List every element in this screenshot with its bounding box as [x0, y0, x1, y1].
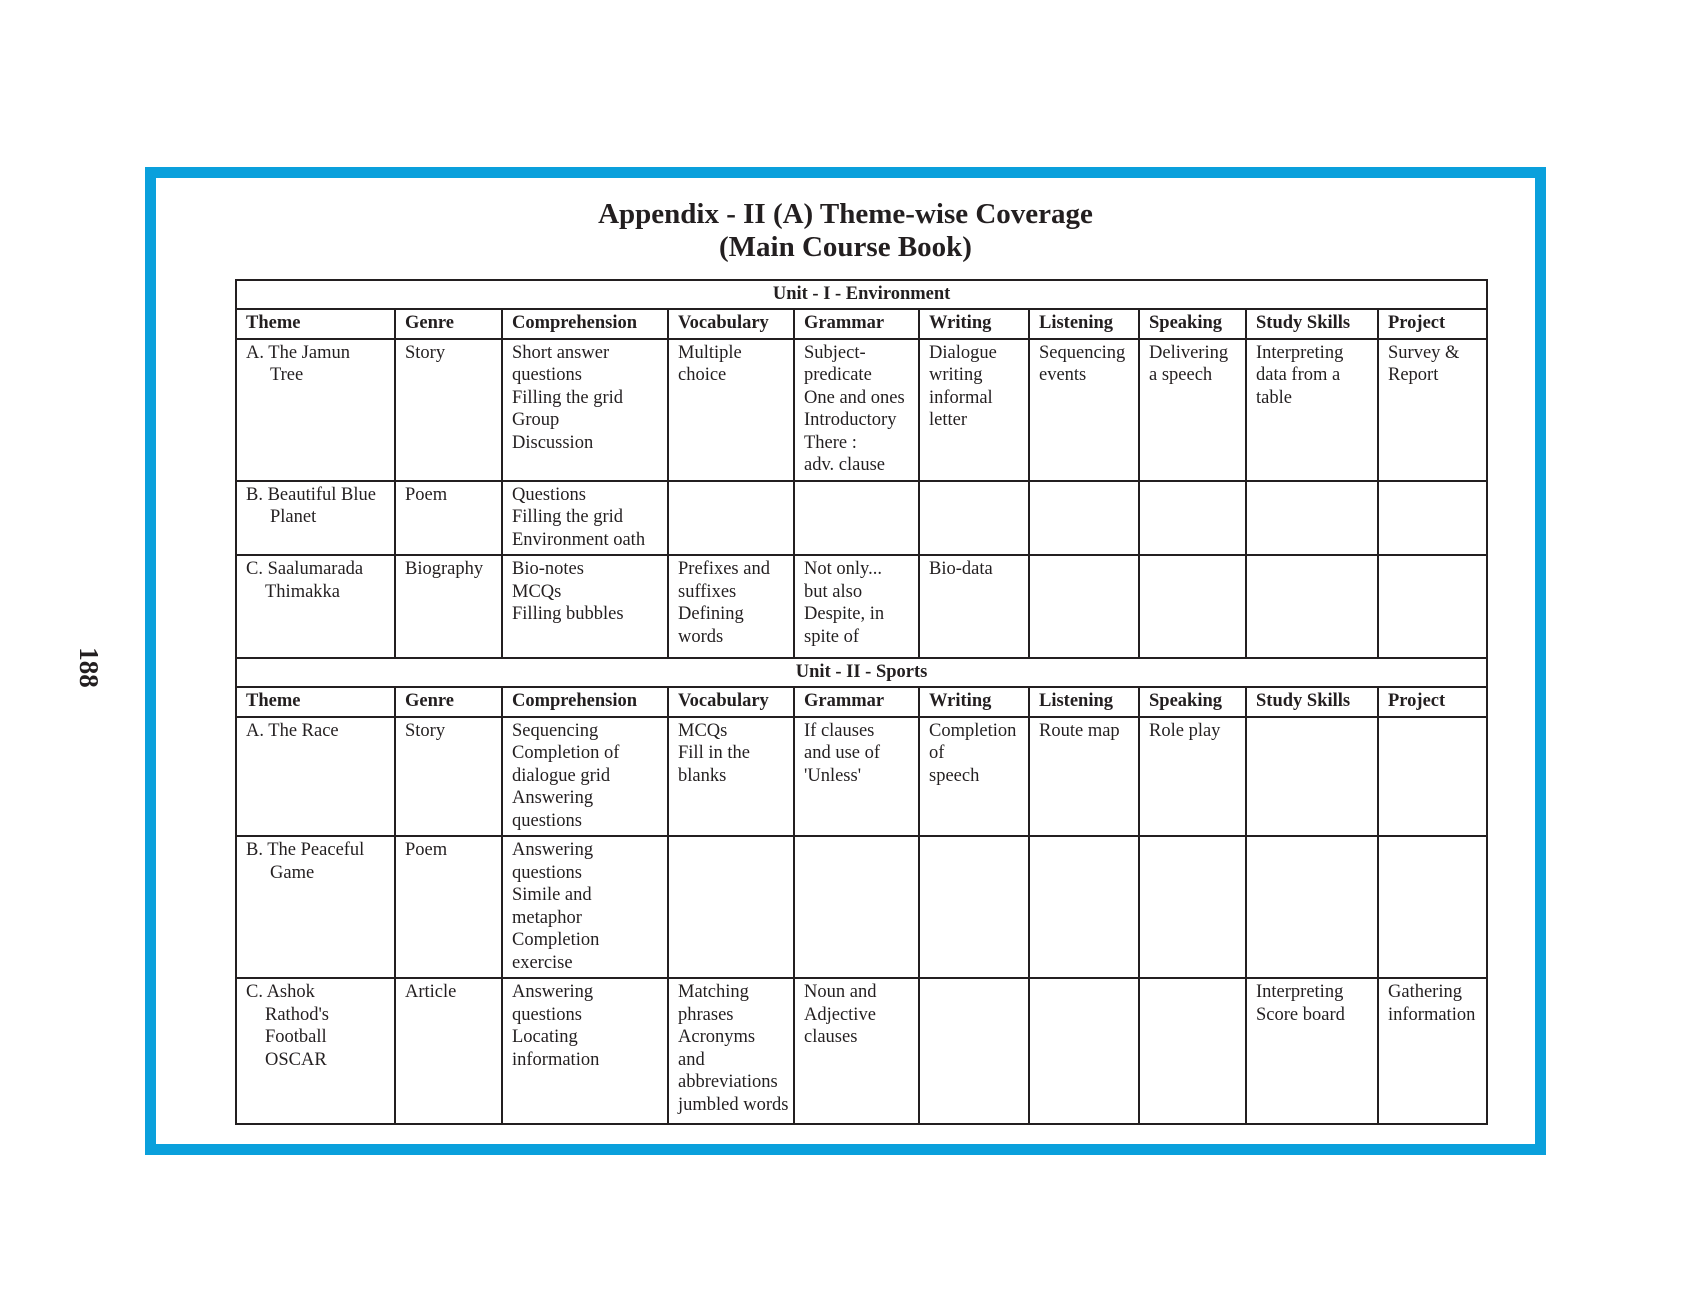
cell-line: Multiple: [678, 342, 742, 363]
cell-line: B. The Peaceful: [246, 840, 365, 860]
cell-writing: [919, 836, 1029, 978]
cell-line: and use of: [804, 743, 881, 763]
cell-line: Game: [270, 862, 315, 883]
cell-line: Football: [265, 1027, 327, 1047]
cell-study-skills: [1246, 555, 1378, 658]
cell-comprehension: [502, 717, 668, 837]
cell-line: Answering: [512, 840, 594, 860]
unit-heading-row: [236, 280, 1487, 309]
cell-line: Delivering: [1149, 342, 1229, 363]
cell-line: clauses: [804, 1027, 858, 1047]
cell-line: Group: [512, 410, 560, 430]
cell-line: Filling the grid: [512, 507, 623, 527]
cell-theme: [236, 836, 395, 978]
table-row: [236, 555, 1487, 658]
table-row: [236, 978, 1487, 1124]
cell-line: Dialogue: [929, 342, 997, 363]
cell-line: Poem: [405, 484, 448, 505]
cell-line: Interpreting: [1256, 982, 1344, 1002]
cell-line: Prefixes and: [678, 559, 770, 579]
column-header: Project: [1378, 309, 1487, 339]
column-header: Comprehension: [502, 309, 668, 339]
cell-theme: [236, 978, 395, 1124]
cell-study-skills: [1246, 339, 1378, 481]
column-header: Vocabulary: [668, 687, 794, 717]
cell-line: Score board: [1256, 1004, 1345, 1025]
cell-writing: [919, 555, 1029, 658]
column-header: Speaking: [1139, 687, 1246, 717]
cell-speaking: [1139, 339, 1246, 481]
cell-study-skills: [1246, 717, 1378, 837]
cell-line: Filling bubbles: [512, 604, 624, 624]
cell-speaking: [1139, 717, 1246, 837]
cell-grammar: [794, 978, 919, 1124]
cell-line: Role play: [1149, 720, 1221, 741]
cell-line: of: [929, 743, 945, 763]
cell-line: questions: [512, 365, 582, 385]
cell-writing: [919, 339, 1029, 481]
cell-line: C. Ashok: [246, 982, 315, 1002]
cell-line: and: [678, 1049, 705, 1070]
cell-line: MCQs: [678, 720, 728, 741]
cell-line: Survey &: [1388, 342, 1460, 363]
cell-line: questions: [512, 1004, 582, 1025]
cell-line: Filling the grid: [512, 387, 623, 408]
cell-line: Article: [405, 982, 457, 1002]
cell-line: letter: [929, 410, 968, 430]
cell-comprehension: [502, 836, 668, 978]
cell-listening: [1029, 481, 1139, 556]
cell-listening: [1029, 339, 1139, 481]
cell-grammar: [794, 717, 919, 837]
cell-vocabulary: [668, 555, 794, 658]
cell-line: Completion: [512, 930, 600, 950]
cell-comprehension: [502, 339, 668, 481]
column-header: Writing: [919, 687, 1029, 717]
column-header: Writing: [919, 309, 1029, 339]
cell-line: Acronyms: [678, 1027, 756, 1047]
cell-line: data from a: [1256, 365, 1341, 385]
cell-line: spite of: [804, 626, 859, 647]
cell-line: A. The Jamun: [246, 342, 350, 363]
column-header-row: [236, 687, 1487, 717]
cell-line: Interpreting: [1256, 342, 1344, 363]
cell-line: Planet: [270, 507, 317, 527]
cell-listening: [1029, 717, 1139, 837]
cell-line: information: [512, 1049, 600, 1070]
cell-line: choice: [678, 365, 727, 385]
cell-genre: [395, 978, 502, 1124]
cell-vocabulary: [668, 978, 794, 1124]
cell-line: informal: [929, 387, 993, 408]
cell-speaking: [1139, 555, 1246, 658]
cell-study-skills: [1246, 481, 1378, 556]
cell-line: questions: [512, 810, 582, 831]
column-header-row: [236, 309, 1487, 339]
cell-line: blanks: [678, 765, 727, 786]
cell-line: Route map: [1039, 720, 1120, 741]
cell-line: 'Unless': [804, 765, 862, 786]
cell-line: Story: [405, 720, 446, 741]
cell-line: Short answer: [512, 342, 610, 363]
cell-listening: [1029, 978, 1139, 1124]
cell-line: Subject-: [804, 342, 866, 363]
cell-line: Bio-data: [929, 559, 993, 579]
page-number: 188: [73, 647, 104, 688]
cell-line: Discussion: [512, 432, 594, 453]
cell-line: speech: [929, 765, 980, 786]
cell-line: Report: [1388, 365, 1439, 385]
cell-grammar: [794, 481, 919, 556]
cell-line: Bio-notes: [512, 559, 584, 579]
cell-line: If clauses: [804, 720, 875, 741]
column-header: Comprehension: [502, 687, 668, 717]
cell-comprehension: [502, 481, 668, 556]
column-header: Project: [1378, 687, 1487, 717]
cell-line: Adjective: [804, 1004, 876, 1025]
cell-line: Biography: [405, 559, 484, 579]
cell-line: Completion of: [512, 743, 620, 763]
cell-line: information: [1388, 1004, 1476, 1025]
cell-line: Sequencing: [512, 720, 599, 741]
cell-line: events: [1039, 365, 1087, 385]
cell-line: There :: [804, 432, 857, 453]
cell-project: [1378, 717, 1487, 837]
column-header: Grammar: [794, 687, 919, 717]
cell-line: phrases: [678, 1004, 734, 1025]
cell-grammar: [794, 836, 919, 978]
cell-line: jumbled words: [678, 1094, 789, 1115]
cell-line: Environment oath: [512, 529, 646, 550]
table-row: [236, 836, 1487, 978]
cell-study-skills: [1246, 836, 1378, 978]
cell-listening: [1029, 555, 1139, 658]
cell-line: Poem: [405, 840, 448, 860]
cell-line: Defining: [678, 604, 744, 624]
title-line-1: Appendix - II (A) Theme-wise Coverage: [598, 198, 1093, 230]
cell-line: Locating: [512, 1027, 578, 1047]
column-header: Theme: [236, 687, 395, 717]
cell-vocabulary: [668, 836, 794, 978]
cell-speaking: [1139, 481, 1246, 556]
cell-study-skills: [1246, 978, 1378, 1124]
cell-line: Completion: [929, 720, 1017, 741]
table-row: [236, 339, 1487, 481]
cell-comprehension: [502, 978, 668, 1124]
cell-writing: [919, 978, 1029, 1124]
cell-line: Matching: [678, 982, 749, 1002]
cell-vocabulary: [668, 339, 794, 481]
cell-line: a speech: [1149, 365, 1213, 385]
cell-line: but also: [804, 581, 863, 602]
cell-line: Gathering: [1388, 982, 1462, 1002]
cell-line: words: [678, 626, 724, 647]
column-header: Grammar: [794, 309, 919, 339]
cell-theme: [236, 481, 395, 556]
cell-line: Noun and: [804, 982, 877, 1002]
cell-line: Tree: [270, 365, 304, 385]
cell-listening: [1029, 836, 1139, 978]
cell-line: A. The Race: [246, 720, 339, 741]
unit-title: Unit - II - Sports: [236, 658, 1487, 687]
column-header: Vocabulary: [668, 309, 794, 339]
page-title: [156, 198, 1535, 264]
cell-comprehension: [502, 555, 668, 658]
cell-line: exercise: [512, 952, 573, 973]
cell-line: predicate: [804, 365, 872, 385]
cell-genre: [395, 717, 502, 837]
cell-project: [1378, 555, 1487, 658]
cell-line: Introductory: [804, 410, 897, 430]
cell-theme: [236, 717, 395, 837]
title-line-2: (Main Course Book): [719, 231, 972, 263]
cell-project: [1378, 836, 1487, 978]
cell-line: Simile and: [512, 885, 592, 905]
cell-genre: [395, 555, 502, 658]
cell-line: adv. clause: [804, 455, 885, 475]
column-header: Study Skills: [1246, 309, 1378, 339]
cell-line: table: [1256, 387, 1292, 408]
cell-line: Answering: [512, 982, 594, 1002]
cell-genre: [395, 339, 502, 481]
cell-line: Thimakka: [265, 581, 341, 602]
appendix-frame: [145, 167, 1546, 1155]
cell-line: OSCAR: [265, 1049, 327, 1070]
cell-grammar: [794, 339, 919, 481]
cell-vocabulary: [668, 481, 794, 556]
column-header: Speaking: [1139, 309, 1246, 339]
unit-heading-row: [236, 658, 1487, 687]
cell-line: Sequencing: [1039, 342, 1126, 363]
column-header: Listening: [1029, 687, 1139, 717]
cell-line: Not only...: [804, 559, 882, 579]
cell-theme: [236, 339, 395, 481]
column-header: Genre: [395, 687, 502, 717]
cell-project: [1378, 339, 1487, 481]
cell-line: B. Beautiful Blue: [246, 484, 376, 505]
cell-line: One and ones: [804, 387, 905, 408]
cell-line: Fill in the: [678, 743, 750, 763]
cell-writing: [919, 481, 1029, 556]
unit-title: Unit - I - Environment: [236, 280, 1487, 309]
cell-line: C. Saalumarada: [246, 559, 364, 579]
cell-line: writing: [929, 365, 983, 385]
column-header: Genre: [395, 309, 502, 339]
cell-project: [1378, 978, 1487, 1124]
cell-line: Questions: [512, 484, 586, 505]
cell-line: MCQs: [512, 581, 562, 602]
cell-writing: [919, 717, 1029, 837]
cell-line: suffixes: [678, 581, 737, 602]
cell-line: abbreviations: [678, 1072, 778, 1092]
cell-speaking: [1139, 836, 1246, 978]
cell-vocabulary: [668, 717, 794, 837]
table-row: [236, 481, 1487, 556]
column-header: Listening: [1029, 309, 1139, 339]
column-header: Study Skills: [1246, 687, 1378, 717]
cell-genre: [395, 836, 502, 978]
cell-line: Answering: [512, 788, 594, 808]
cell-line: Rathod's: [265, 1004, 329, 1025]
cell-theme: [236, 555, 395, 658]
column-header: Theme: [236, 309, 395, 339]
cell-project: [1378, 481, 1487, 556]
coverage-table: [235, 279, 1488, 1125]
cell-grammar: [794, 555, 919, 658]
cell-line: metaphor: [512, 907, 582, 928]
cell-line: dialogue grid: [512, 765, 611, 786]
cell-line: Despite, in: [804, 604, 885, 624]
cell-line: questions: [512, 862, 582, 883]
cell-genre: [395, 481, 502, 556]
cell-speaking: [1139, 978, 1246, 1124]
table-row: [236, 717, 1487, 837]
cell-line: Story: [405, 342, 446, 363]
